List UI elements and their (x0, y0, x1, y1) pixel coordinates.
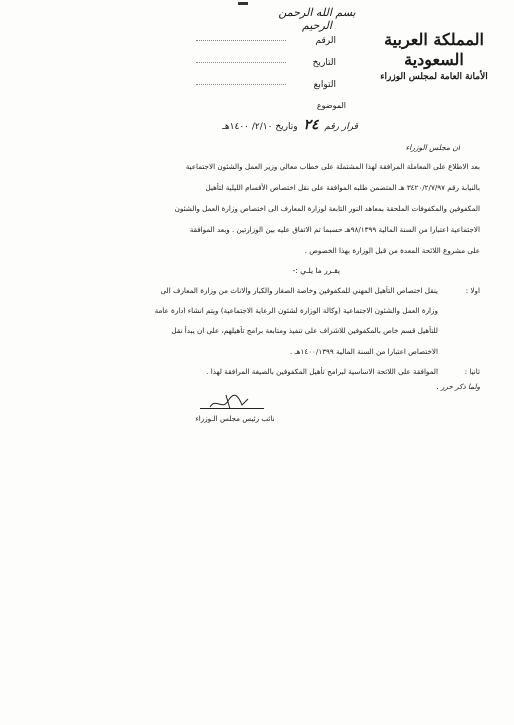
letterhead-country: المملكة العربية السعودية (384, 30, 484, 69)
para1-line3: المكفوفين والمكفوفات الملحقة بمعاهد النور التابعة لوزارة المعارف الى اختصاص وزارة العمل والشئون (174, 204, 480, 213)
document-meta (196, 30, 336, 96)
basmala: بسم الله الرحمن الرحيم (278, 6, 356, 32)
item1-line2: وزارة العمل والشئون الاجتماعية (وكالة الوزارة لشئون الرعاية الاجتماعية) ويتم انشاء ادارة عامة (154, 306, 438, 315)
item2-line1: الموافقة على اللائحة الاساسية لبرامج تأهيل المكفوفين بالصيغة المرافقة لهذا . (206, 367, 438, 376)
attachments-label: التوابع (313, 80, 336, 90)
para1-line1: بعد الاطلاع على المعاملة المرافقة لهذا المشتملة على خطاب معالي وزير العمل والشئون الاجتماعية (185, 162, 480, 171)
para1-line5: على مشروع اللائحة المعدة من قبل الوزارة بهذا الخصوص . (304, 246, 480, 255)
letterhead (368, 30, 500, 84)
top-mark (238, 2, 248, 5)
para1-line4: الاجتماعية اعتبارا من السنة المالية ٩٨/١٣٩٩هـ حسبما تم الاتفاق عليه بين الوزارتين . وبعد الموافقة (189, 225, 480, 234)
closing-phrase: ولما ذكر حرر . (436, 382, 480, 391)
date-label: التاريخ (312, 58, 336, 68)
addressee: ان مجلس الوزراء (405, 143, 460, 152)
signatory-title: نائب رئيس مجلس الـوزراء (195, 414, 275, 423)
number-label: الرقم (315, 36, 336, 46)
item1-label: اولا : (465, 286, 480, 295)
item2-label: ثانيا : (464, 367, 480, 376)
item1-line4: الاختصاص اعتبارا من السنة المالية ١٤٠٠/١٣٩٩هـ . (290, 347, 438, 356)
decision-reference (188, 118, 358, 134)
para1-line2: بالنيابة رقم ٣٤٢٠/٢/٧/٩٧ هـ المتضمن طلبه الموافقة على نقل اختصاص الأقسام الليلية لتأهيل (205, 183, 480, 192)
item1-line1: ينقل اختصاص التأهيل المهني للمكفوفين وخاصة الصغار والكبار والاناث من وزارة المعارف الى (160, 286, 438, 295)
subject-label: الموضوع (316, 101, 346, 110)
letterhead-office: الأمانة العامة لمجلس الوزراء (380, 72, 488, 82)
signature-line (200, 408, 264, 409)
decides-heading: يقـرر ما يلـي :- (292, 266, 340, 275)
item1-line3: للتأهيل قسم خاص بالمكفوفين للاشراف على تنفيذ ومتابعة برامج تأهيلهم، على ان يبدأ نقل (171, 326, 438, 335)
decision-date: وتاريخ ٢/١٠/ ١٤٠٠هـ (222, 122, 298, 132)
signature-scribble (208, 393, 252, 413)
decision-number: ٢٤ (303, 117, 319, 133)
decision-prefix: قرار رقم (324, 122, 358, 132)
